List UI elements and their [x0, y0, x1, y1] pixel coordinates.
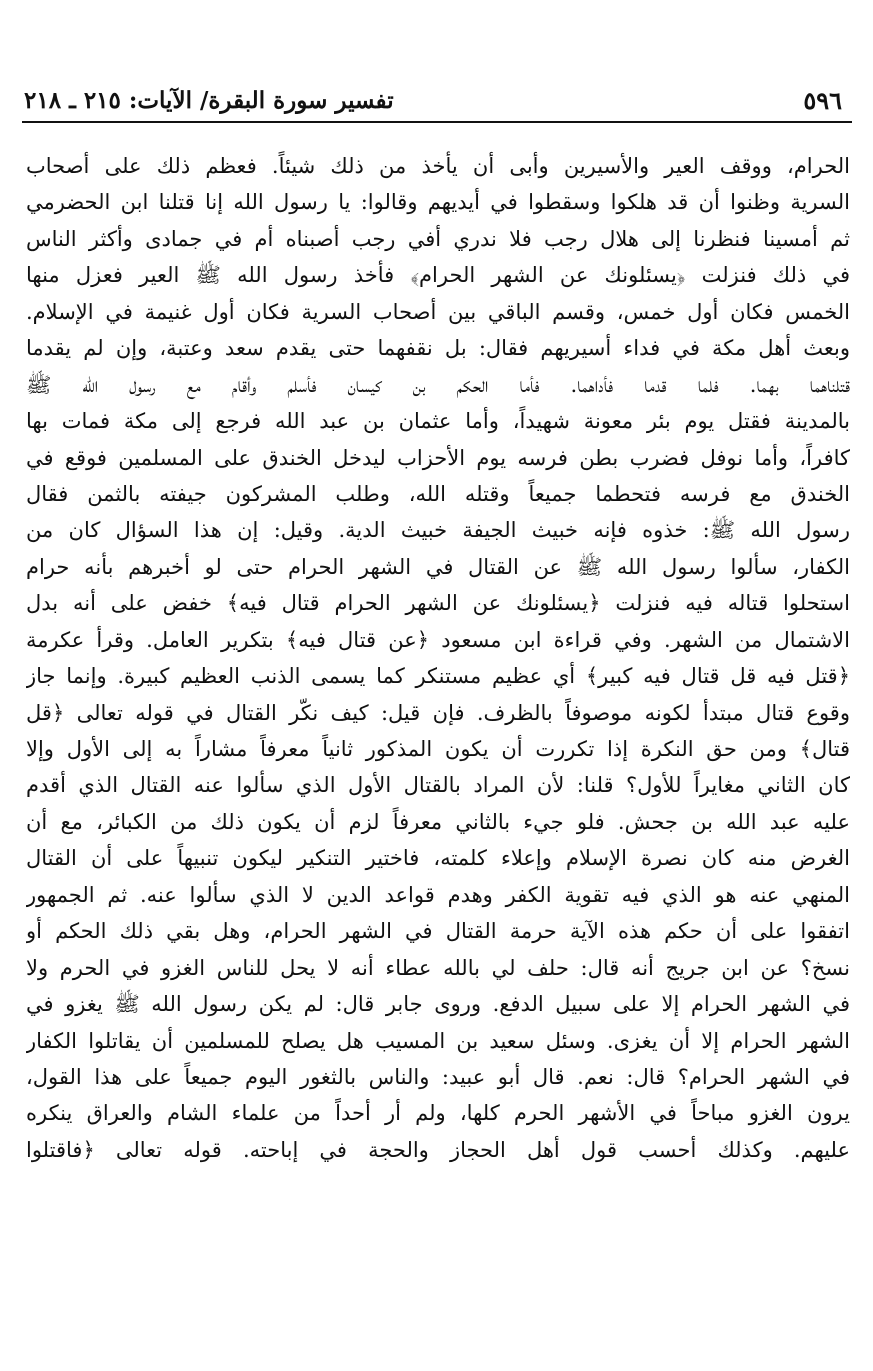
- text-line: وقوع قتال مبتدأ لكونه موصوفاً بالظرف. فإن قيل: كيف نكّر القتال في قوله تعالى ﴿قل: [26, 700, 850, 725]
- text-line: اتفقوا على أن حكم هذه الآية حرمة القتال في الشهر الحرام، وهل بقي ذلك الحكم أو: [26, 919, 850, 944]
- text-line: رسول الله ﷺ: خذوه فإنه خبيث الجيفة خبيث الدية. وقيل: إن هذا السؤال كان من: [26, 518, 850, 543]
- text-line: الغرض منه كان نصرة الإسلام وإعلاء كلمته، فاختير التنكير ليكون تنبيهاً على أن القتال: [26, 846, 850, 871]
- text-line: الحرام، ووقف العير والأسيرين وأبى أن يأخذ من ذلك شيئاً. فعظم ذلك على أصحاب: [26, 154, 850, 178]
- text-line: الخمس فكان أول خمس، وقسم الباقي بين أصحاب السرية فكان أول غنيمة في الإسلام.: [26, 299, 850, 324]
- text-line: نسخ؟ عن ابن جريج أنه قال: حلف لي بالله عطاء أنه لا يحل للناس الغزو في الحرم ولا: [26, 955, 850, 980]
- text-line: في الشهر الحرام إلا على سبيل الدفع. وروى جابر قال: لم يكن رسول الله ﷺ يغزو في: [26, 992, 850, 1017]
- page-number: ٥٩٦: [803, 86, 842, 115]
- text-line: الخندق مع فرسه فتحطما جميعاً وقتله الله، وطلب المشركون جيفته بالثمن فقال: [26, 481, 850, 506]
- text-line: في ذلك فنزلت ﴿يسئلونك عن الشهر الحرام﴾ فأخذ رسول الله ﷺ العير فعزل منها: [26, 263, 850, 288]
- text-line: يرون الغزو مباحاً في الأشهر الحرم كلها، ولم أر أحداً من علماء الشام والعراق ينكره: [26, 1101, 850, 1126]
- text-line: استحلوا قتاله فيه فنزلت ﴿يسئلونك عن الشهر الحرام قتال فيه﴾ خفض على أنه بدل: [26, 591, 850, 616]
- text-line: الشهر الحرام إلا أن يغزى. وسئل سعيد بن المسيب هل يصلح للمسلمين أن يقاتلوا الكفار: [26, 1028, 850, 1053]
- text-line: في الشهر الحرام؟ قال: نعم. قال أبو عبيد: والناس بالثغور اليوم جميعاً على هذا القول،: [26, 1064, 850, 1089]
- text-line: ﴿قتل فيه قل قتال فيه كبير﴾ أي عظيم مستنكر كما يسمى الذنب العظيم كبيرة. وإنما جاز: [26, 664, 850, 689]
- page-header: [22, 86, 850, 120]
- text-line: عليهم. وكذلك أحسب قول أهل الحجاز والحجة في إباحته. قوله تعالى ﴿فاقتلوا: [26, 1137, 850, 1162]
- text-line: عليه عبد الله بن جحش. فلو جيء بالثاني معرفاً لزم أن يكون ذلك من الكبائر، مع أن: [26, 809, 850, 834]
- text-line: ثم أمسينا فنظرنا إلى هلال رجب فلا ندري أفي رجب أصبناه أم في جمادى وأكثر الناس: [26, 226, 850, 251]
- text-line: السرية وظنوا أن قد هلكوا وسقطوا في أيديهم وقالوا: يا رسول الله إنا قتلنا ابن الحضرمي: [26, 190, 850, 215]
- text-line: وبعث أهل مكة في فداء أسيريهم فقال: بل نقفهما حتى يقدم سعد وعتبة، وإن لم يقدما: [26, 336, 850, 361]
- text-line: بالمدينة فقتل يوم بئر معونة شهيداً، وأما عثمان بن عبد الله فرجع إلى مكة فمات بها: [26, 409, 850, 434]
- text-line: الكفار، سألوا رسول الله ﷺ عن القتال في الشهر الحرام حتى لو أخبرهم بأنه حرام: [26, 554, 850, 579]
- text-line: قتال﴾ ومن حق النكرة إذا تكررت أن يكون المذكور ثانياً معرفاً مشاراً به إلى الأول وإلا: [26, 737, 850, 761]
- text-line: المنهي عنه هو الذي فيه تقوية الكفر وهدم قواعد الدين لا الذي سألوا عنه. ثم الجمهور: [26, 882, 850, 907]
- header-rule: [22, 121, 852, 123]
- text-line: الاشتمال من الشهر. وفي قراءة ابن مسعود ﴿عن قتال فيه﴾ بتكرير العامل. وقرأ عكرمة: [26, 627, 850, 652]
- body-text: [26, 148, 850, 1168]
- running-title: تفسير سورة البقرة/ الآيات: ٢١٥ ـ ٢١٨: [24, 87, 394, 114]
- text-line: كافراً، وأما نوفل فضرب بطن فرسه يوم الأحزاب ليدخل الخندق على المسلمين فوقع في: [26, 445, 850, 470]
- text-line: قتلناهما بهما. فلما قدما فأداهما. فأما الحكم بن كيسان فأسلم وأقام مع رسول الله ﷺ: [26, 372, 850, 397]
- text-line: كان الثاني مغايراً للأول؟ قلنا: لأن المراد بالقتال الأول الذي سألوا عنه القتال الذي أقدم: [26, 773, 850, 798]
